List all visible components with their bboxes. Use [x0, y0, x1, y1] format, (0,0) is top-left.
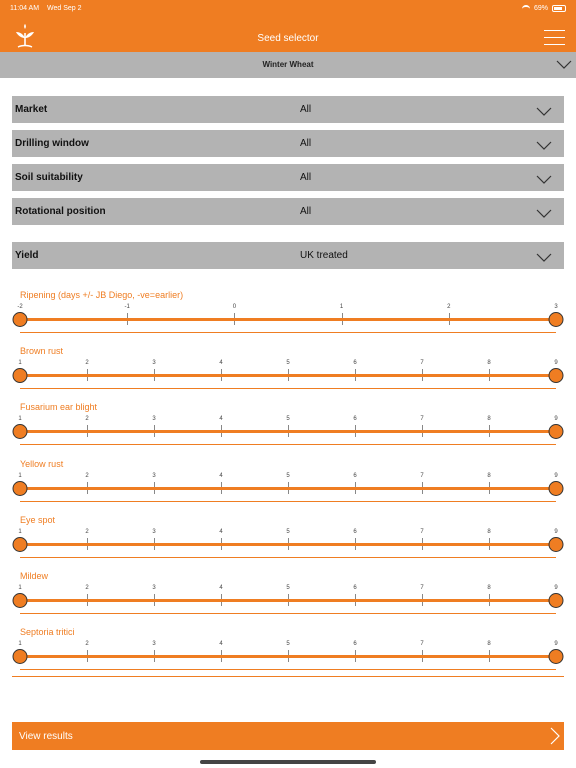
tick-label: 5 — [286, 585, 290, 591]
tick-label: 9 — [554, 360, 558, 367]
tick-label: 4 — [219, 360, 223, 367]
slider-title: Ripening (days +/- JB Diego, -ve=earlier) — [20, 290, 184, 300]
tick-label: 3 — [152, 585, 156, 591]
tick-label: 2 — [85, 585, 89, 591]
tick-label: 5 — [286, 472, 290, 479]
filter-soil-suitability[interactable] — [12, 164, 564, 191]
slider-min-handle[interactable] — [13, 312, 28, 327]
filter-label: Drilling window — [15, 138, 89, 149]
tick-label: 9 — [554, 472, 558, 479]
tick-label: 9 — [554, 416, 558, 423]
tick-label: 5 — [286, 641, 290, 648]
chevron-down-icon — [536, 253, 552, 263]
chevron-right-icon — [550, 727, 560, 745]
tick-label: 2 — [85, 416, 89, 423]
slider-underline — [20, 388, 556, 389]
tick-label: 5 — [286, 528, 290, 535]
hamburger-menu-icon[interactable] — [544, 30, 565, 46]
range-slider — [17, 290, 558, 340]
slider-track[interactable] — [20, 487, 556, 490]
tick-label: 6 — [353, 416, 357, 423]
tick-label: 8 — [487, 528, 491, 535]
tick-label: 3 — [152, 528, 156, 535]
filter-label: Rotational position — [15, 206, 106, 217]
view-results-label: View results — [19, 731, 73, 742]
tick-label: 4 — [219, 528, 223, 535]
tick-label: 6 — [353, 528, 357, 535]
slider-underline — [20, 444, 556, 445]
status-time: 11:04 AM — [10, 4, 40, 12]
range-slider — [20, 627, 556, 677]
crop-selector[interactable] — [0, 52, 576, 78]
tick-label: 2 — [85, 528, 89, 535]
tick-label: 9 — [554, 585, 558, 591]
tick-label: 1 — [18, 416, 22, 423]
slider-min-handle[interactable] — [13, 649, 28, 664]
slider-max-handle[interactable] — [549, 649, 564, 664]
tick-label: 4 — [219, 472, 223, 479]
filter-value: UK treated — [300, 250, 348, 261]
filter-label: Soil suitability — [15, 172, 83, 183]
slider-max-handle[interactable] — [549, 368, 564, 383]
slider-max-handle[interactable] — [549, 312, 564, 327]
tick-label: 4 — [219, 416, 223, 423]
tick-label: 0 — [232, 304, 237, 310]
battery-percent: 69% — [533, 4, 548, 12]
slider-title: Fusarium ear blight — [20, 402, 98, 413]
filter-value: All — [300, 138, 312, 149]
filter-label: Yield — [15, 250, 39, 261]
tick-label: 2 — [447, 304, 451, 310]
slider-title: Brown rust — [20, 346, 64, 357]
slider-scale — [17, 304, 558, 318]
tick-label: 6 — [353, 585, 357, 591]
slider-min-handle[interactable] — [13, 424, 28, 439]
slider-title: Mildew — [20, 571, 49, 581]
slider-max-handle[interactable] — [549, 593, 564, 608]
tick-label: 8 — [487, 585, 491, 591]
slider-scale — [20, 641, 556, 655]
tick-label: 8 — [487, 472, 491, 479]
range-slider — [20, 402, 556, 452]
chevron-down-icon — [536, 209, 552, 219]
tick-label: 3 — [152, 472, 156, 479]
status-date: Wed Sep 2 — [47, 4, 82, 12]
filter-value: All — [300, 104, 312, 115]
chevron-down-icon — [536, 107, 552, 117]
home-indicator — [200, 760, 376, 764]
tick-label: 1 — [18, 585, 22, 591]
slider-min-handle[interactable] — [13, 593, 28, 608]
tick-label: 7 — [420, 416, 424, 423]
tick-label: 3 — [152, 360, 156, 367]
tick-label: 4 — [219, 585, 223, 591]
slider-track[interactable] — [20, 655, 556, 658]
tick-label: 6 — [353, 472, 357, 479]
slider-scale — [20, 585, 556, 599]
range-slider — [20, 459, 556, 509]
filter-yield[interactable] — [12, 242, 564, 269]
tick-label: 4 — [219, 641, 223, 648]
filter-label: Market — [15, 104, 48, 115]
slider-underline — [20, 613, 556, 614]
slider-scale — [20, 473, 556, 487]
tick-label: 7 — [420, 528, 424, 535]
slider-track[interactable] — [20, 430, 556, 433]
slider-max-handle[interactable] — [549, 481, 564, 496]
slider-scale — [20, 360, 556, 374]
slider-max-handle[interactable] — [549, 537, 564, 552]
battery-icon — [552, 5, 566, 12]
tick-label: -2 — [17, 304, 23, 310]
chevron-down-icon — [536, 175, 552, 185]
status-bar — [10, 2, 566, 14]
slider-underline — [20, 557, 556, 558]
slider-track[interactable] — [20, 374, 556, 377]
filter-value: All — [300, 172, 312, 183]
tick-label: 7 — [420, 641, 424, 648]
tick-label: 2 — [85, 360, 89, 367]
tick-label: 7 — [420, 360, 424, 367]
slider-underline — [20, 501, 556, 502]
range-slider — [20, 571, 556, 621]
tick-label: 7 — [420, 472, 424, 479]
tick-label: 1 — [18, 472, 22, 479]
slider-title: Septoria tritici — [20, 627, 75, 638]
tick-label: 1 — [18, 528, 22, 535]
slider-title: Eye spot — [20, 514, 56, 525]
tick-label: 8 — [487, 360, 491, 367]
slider-underline — [20, 669, 556, 670]
range-slider — [20, 515, 556, 565]
slider-track[interactable] — [20, 599, 556, 602]
app-header — [0, 0, 576, 52]
slider-min-handle[interactable] — [13, 537, 28, 552]
crop-label: Winter Wheat — [262, 60, 314, 69]
tick-label: 5 — [286, 416, 290, 423]
tick-label: 8 — [487, 416, 491, 423]
tick-label: 9 — [554, 641, 558, 648]
chevron-down-icon — [536, 141, 552, 151]
slider-scale — [20, 416, 556, 430]
tick-label: 5 — [286, 360, 290, 367]
slider-max-handle[interactable] — [549, 424, 564, 439]
slider-title: Yellow rust — [20, 458, 64, 469]
filter-drilling-window[interactable] — [12, 130, 564, 157]
view-results-button[interactable] — [12, 722, 564, 750]
slider-track[interactable] — [20, 543, 556, 546]
tick-label: 1 — [339, 304, 344, 310]
tick-label: 3 — [152, 416, 156, 423]
tick-label: 8 — [487, 641, 491, 648]
filter-market[interactable] — [12, 96, 564, 123]
tick-label: 2 — [85, 641, 89, 648]
filter-value: All — [300, 206, 312, 217]
slider-underline — [20, 332, 556, 333]
tick-label: 2 — [85, 472, 89, 479]
slider-min-handle[interactable] — [13, 481, 28, 496]
filter-rotational-position[interactable] — [12, 198, 564, 225]
page-title: Seed selector — [257, 33, 319, 44]
slider-track[interactable] — [20, 318, 556, 321]
wifi-icon — [522, 5, 530, 11]
range-slider — [20, 346, 556, 396]
tick-label: 1 — [18, 641, 22, 648]
chevron-down-icon — [556, 60, 572, 70]
tick-label: 3 — [554, 304, 558, 310]
tick-label: 9 — [554, 528, 558, 535]
tick-label: 1 — [18, 360, 22, 367]
tick-label: 3 — [152, 641, 156, 648]
tick-label: 6 — [353, 360, 357, 367]
divider — [12, 676, 564, 677]
tick-label: -1 — [124, 304, 130, 310]
slider-scale — [20, 529, 556, 543]
tick-label: 7 — [420, 585, 424, 591]
tick-label: 6 — [353, 641, 357, 648]
slider-min-handle[interactable] — [13, 368, 28, 383]
